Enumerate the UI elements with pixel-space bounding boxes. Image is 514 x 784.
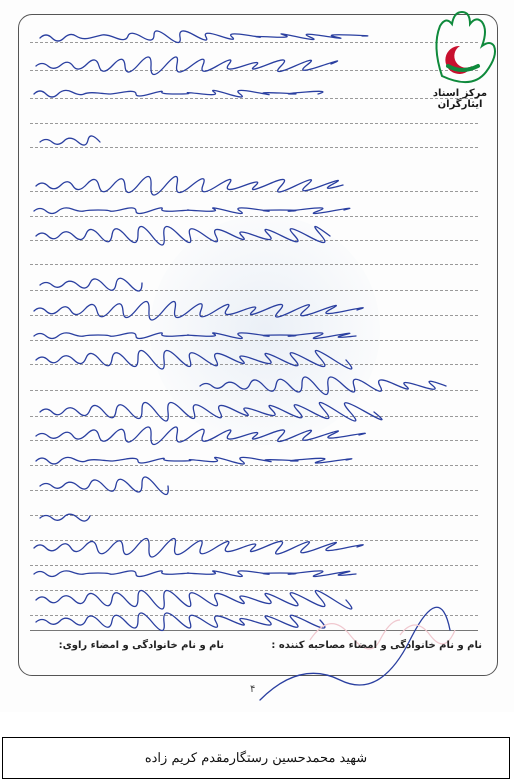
logo-org-name: مرکز اسناد ایثارگران — [432, 88, 488, 110]
interviewer-signature-label: نام و نام خانوادگی و امضاء مصاحبه کننده : — [271, 640, 482, 651]
caption-text: شهید محمدحسین رستگارمقدم کریم زاده — [144, 750, 368, 766]
caption-box — [2, 737, 510, 779]
interviewee-signature-label: نام و نام خانوادگی و امضاء راوی: — [58, 640, 224, 651]
page-number: ۴ — [250, 684, 256, 695]
